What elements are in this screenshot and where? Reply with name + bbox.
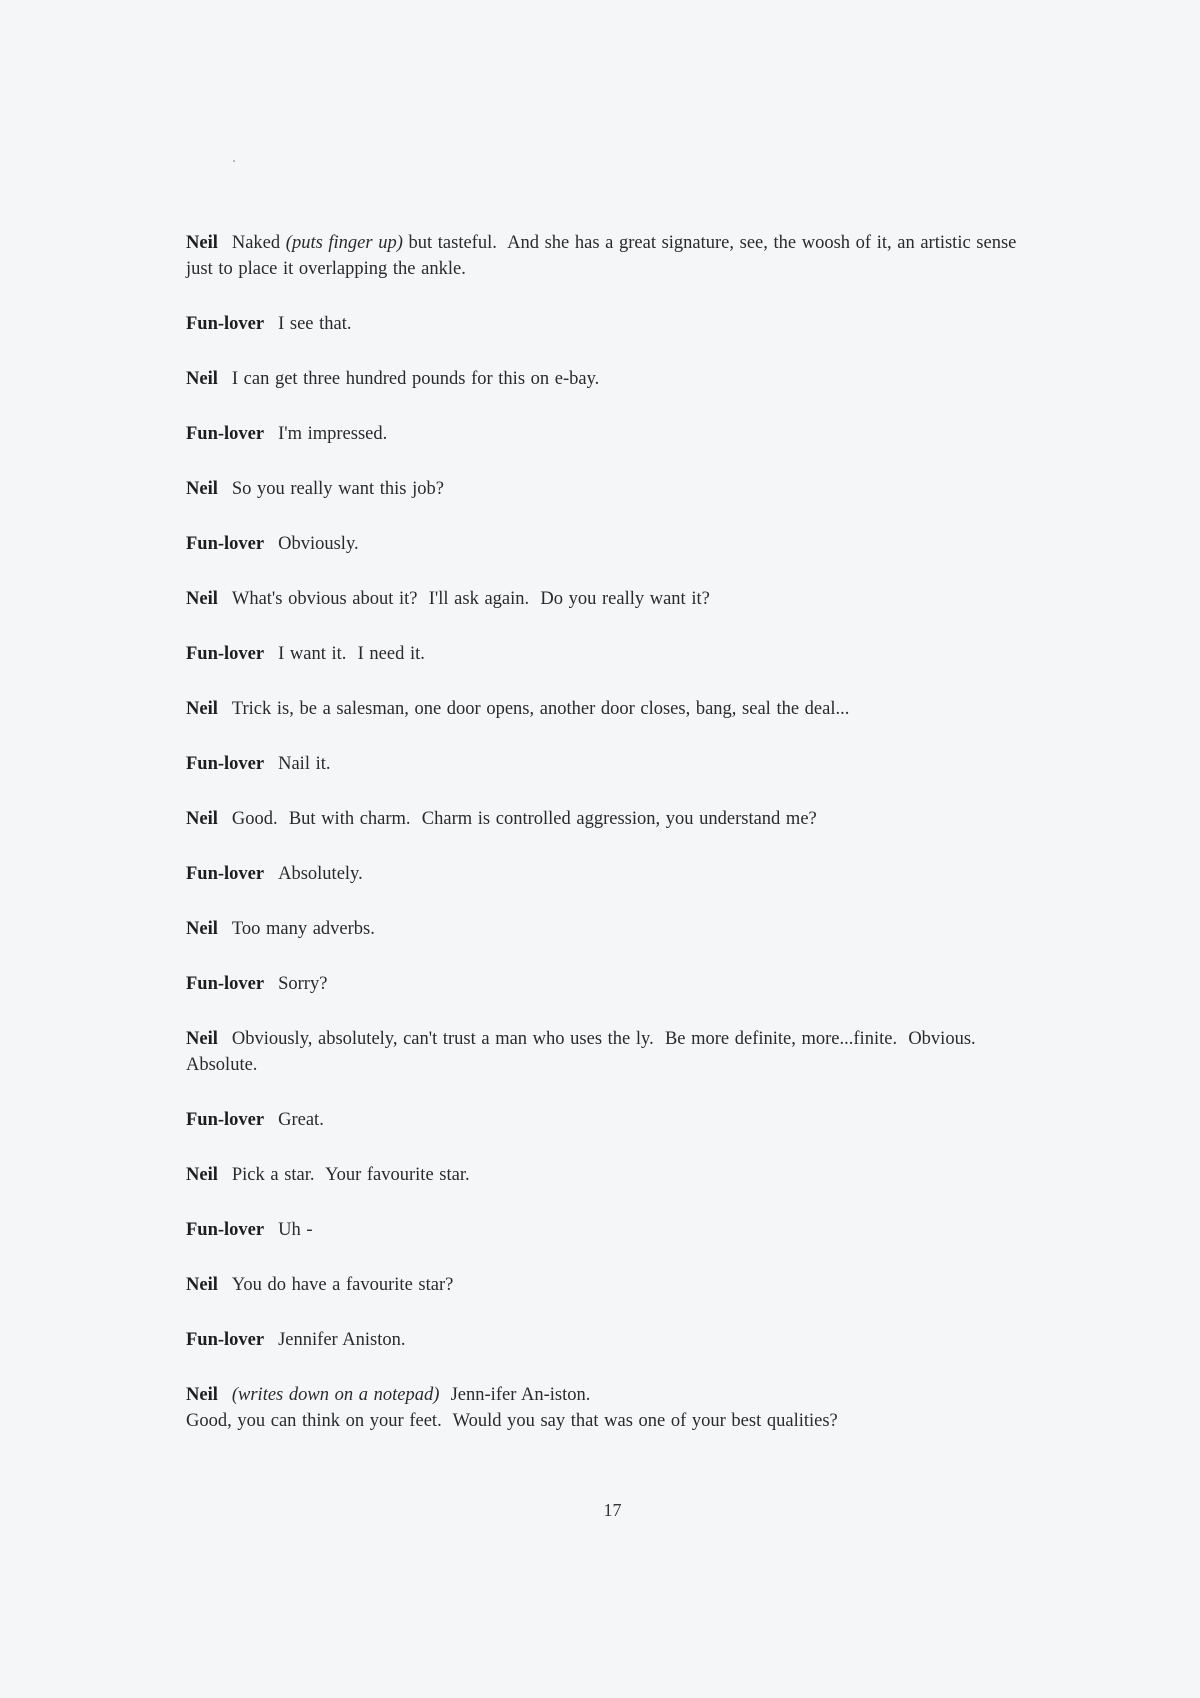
dialogue-line [186,1217,1026,1243]
speaker-name: Neil [186,809,218,829]
speaker-name: Fun-lover [186,1110,265,1130]
speaker-name: Fun-lover [186,974,265,994]
dialogue-line [186,531,1026,557]
dialogue-line [186,861,1026,887]
dialogue-line [186,916,1026,942]
line-text: Good. But with charm. Charm is controlled aggression, you understand me? [231,809,817,829]
line-text: You do have a favourite star? [231,1275,454,1295]
dialogue-line [186,1382,1026,1434]
stage-direction: (puts finger up) [285,233,403,253]
speaker-name: Neil [186,1275,218,1295]
speaker-name: Neil [186,369,218,389]
speaker-name: Neil [186,233,218,253]
dialogue-line [186,641,1026,667]
dialogue-line [186,1272,1026,1298]
line-text: Obviously, absolutely, can't trust a man who uses the ly. Be more definite, more...finite. Obvious. Absolute. [186,1029,986,1075]
speaker-name: Neil [186,1165,218,1185]
line-text: Uh - [278,1220,313,1240]
line-text: Too many adverbs. [231,919,375,939]
line-text: Obviously. [278,534,359,554]
dialogue-line [186,1162,1026,1188]
dialogue-line [186,421,1026,447]
dialogue-line [186,1107,1026,1133]
speaker-name: Fun-lover [186,1330,265,1350]
dialogue-line [186,751,1026,777]
line-text: Jenn-ifer An-iston. [439,1385,591,1405]
speaker-name: Neil [186,1029,218,1049]
line-text: Nail it. [278,754,331,774]
line-text: but tasteful. And she has a great signature, see, the woosh of it, an artistic sense just to place it overlapping the ankle. [186,233,1022,279]
dialogue-line [186,230,1026,282]
line-text: I'm impressed. [278,424,388,444]
line-text: Great. [278,1110,324,1130]
dialogue-body [186,230,1026,1463]
dialogue-line [186,366,1026,392]
speaker-name: Fun-lover [186,424,265,444]
dialogue-line [186,696,1026,722]
speaker-name: Neil [186,1385,218,1405]
speaker-name: Fun-lover [186,754,265,774]
line-text: Naked [231,233,286,253]
line-text: Sorry? [278,974,328,994]
dialogue-line [186,806,1026,832]
line-text: What's obvious about it? I'll ask again. Do you really want it? [231,589,710,609]
line-text: I see that. [278,314,352,334]
dialogue-line [186,971,1026,997]
dialogue-line [186,1327,1026,1353]
speaker-name: Fun-lover [186,314,265,334]
line-text: Trick is, be a salesman, one door opens, another door closes, bang, seal the deal... [231,699,850,719]
line-text: I want it. I need it. [278,644,425,664]
line-text: I can get three hundred pounds for this on e-bay. [231,369,600,389]
speaker-name: Neil [186,919,218,939]
line-text: Absolutely. [278,864,363,884]
speaker-name: Neil [186,589,218,609]
dialogue-line [186,311,1026,337]
line-text: Pick a star. Your favourite star. [231,1165,470,1185]
scan-speck [233,160,235,162]
speaker-name: Neil [186,699,218,719]
speaker-name: Neil [186,479,218,499]
speaker-name: Fun-lover [186,644,265,664]
dialogue-line [186,1026,1026,1078]
stage-direction: (writes down on a notepad) [231,1385,440,1405]
dialogue-line [186,476,1026,502]
dialogue-line [186,586,1026,612]
page-number: 17 [603,1500,622,1520]
line-text: Jennifer Aniston. [278,1330,406,1350]
speaker-name: Fun-lover [186,534,265,554]
line-text: So you really want this job? [231,479,444,499]
speaker-name: Fun-lover [186,1220,265,1240]
line-text: Good, you can think on your feet. Would you say that was one of your best qualities? [186,1411,838,1431]
speaker-name: Fun-lover [186,864,265,884]
